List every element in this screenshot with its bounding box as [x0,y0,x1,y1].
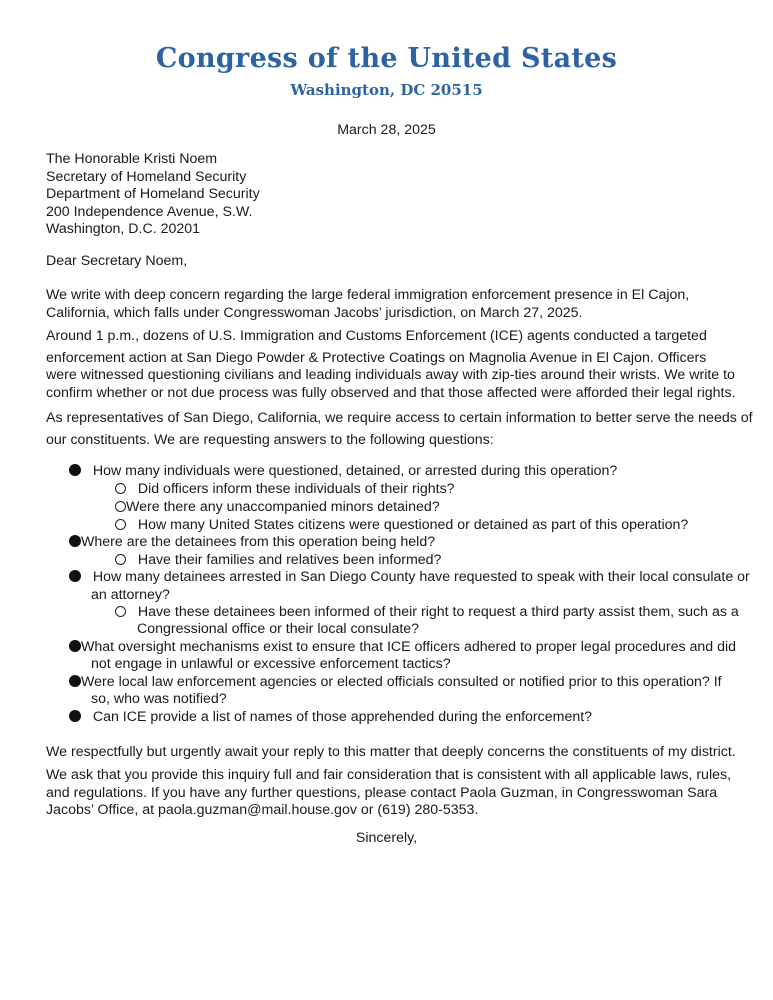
paragraph-line: We ask that you provide this inquiry full and fair consideration that is consistent with all applicable laws, rules, [46,767,732,783]
paragraph-line: We write with deep concern regarding the large federal immigration enforcement presence in El Cajon, [46,287,690,303]
question-text: How many detainees arrested in San Diego County have requested to speak with their local consulate or [92,569,750,585]
bullet-icon [69,535,81,547]
circle-bullet-icon [115,519,126,530]
paragraph-line: were witnessed questioning civilians and leading individuals away with zip-ties around their wrists. We write to [46,367,735,383]
list-item [69,534,435,552]
paragraph-concern [46,287,736,322]
paragraph-line: California, which falls under Congresswoman Jacobs’ jurisdiction, on March 27, 2025. [46,304,583,321]
paragraph-contact [46,767,736,820]
paragraph-line: enforcement action at San Diego Powder & Protective Coatings on Magnolia Avenue in El Cajon. Officers [46,349,707,366]
recipient-address [46,151,736,239]
list-item [115,604,739,622]
list-item-continuation [91,691,227,709]
question-text: Did officers inform these individuals of their rights? [137,481,455,497]
question-text: How many individuals were questioned, detained, or arrested during this operation? [92,463,618,479]
question-text: Congressional office or their local consulate? [137,621,420,637]
question-text: so, who was notified? [91,691,227,707]
paragraph-line: and regulations. If you have any further questions, please contact Paola Guzman, in Congresswoman Sara [46,784,718,801]
paragraph-line: Around 1 p.m., dozens of U.S. Immigration and Customs Enforcement (ICE) agents conducted a targeted [46,328,707,344]
circle-bullet-icon [115,483,126,494]
letterhead [0,42,773,100]
list-item [69,639,736,657]
paragraph-request [46,407,753,451]
paragraph-line: As representatives of San Diego, California, we require access to certain information to better serve the needs of [46,410,753,426]
question-text: not engage in unlawful or excessive enforcement tactics? [91,656,451,672]
paragraph-line: Jacobs’ Office, at paola.guzman@mail.house.gov or (619) 280-5353. [46,802,479,818]
bullet-icon [69,710,81,722]
list-item [69,674,722,692]
letter-date: March 28, 2025 [337,122,436,138]
bullet-icon [69,675,81,687]
question-text: How many United States citizens were questioned or detained as part of this operation? [137,517,689,533]
letterhead-title: Congress of the United States [155,43,618,74]
question-text: Can ICE provide a list of names of those apprehended during the enforcement? [92,709,593,725]
paragraph-line: We respectfully but urgently await your reply to this matter that deeply concerns the constituents of my district. [46,744,736,760]
question-text: Were local law enforcement agencies or elected officials consulted or notified prior to this operation? If [81,674,722,690]
paragraph-urgency [46,744,736,762]
salutation: Dear Secretary Noem, [46,253,188,269]
bullet-icon [69,570,81,582]
question-text: an attorney? [91,587,170,603]
list-item-continuation [91,587,170,605]
list-item-continuation [91,656,451,674]
recipient-line: Department of Homeland Security [46,186,260,202]
recipient-line: The Honorable Kristi Noem [46,151,218,167]
list-item-continuation [137,621,419,639]
paragraph-incident [46,328,736,402]
paragraph-line: confirm whether or not due process was fully observed and that those affected were afforded their legal rights. [46,384,736,401]
question-text: Have their families and relatives been informed? [137,552,442,568]
circle-bullet-icon [115,554,126,565]
circle-bullet-icon [115,606,126,617]
bullet-icon [69,464,81,476]
closing: Sincerely, [355,830,418,846]
recipient-line: 200 Independence Avenue, S.W. [46,203,253,220]
list-item [115,499,440,517]
recipient-line: Secretary of Homeland Security [46,168,247,185]
recipient-line: Washington, D.C. 20201 [46,221,201,237]
list-item [115,517,688,535]
paragraph-line: our constituents. We are requesting answers to the following questions: [46,432,494,448]
list-item [69,463,617,481]
letterhead-address: Washington, DC 20515 [290,81,483,99]
list-item [115,552,441,570]
bullet-icon [69,640,81,652]
question-text: What oversight mechanisms exist to ensure that ICE officers adhered to proper legal procedures and did [81,639,737,655]
question-text: Where are the detainees from this operation being held? [81,534,436,550]
list-item [115,481,455,499]
question-text: Have these detainees been informed of their right to request a third party assist them, such as a [137,604,739,620]
circle-bullet-icon [115,501,126,512]
list-item [69,569,750,587]
question-text: Were there any unaccompanied minors detained? [126,499,440,515]
list-item [69,709,592,727]
